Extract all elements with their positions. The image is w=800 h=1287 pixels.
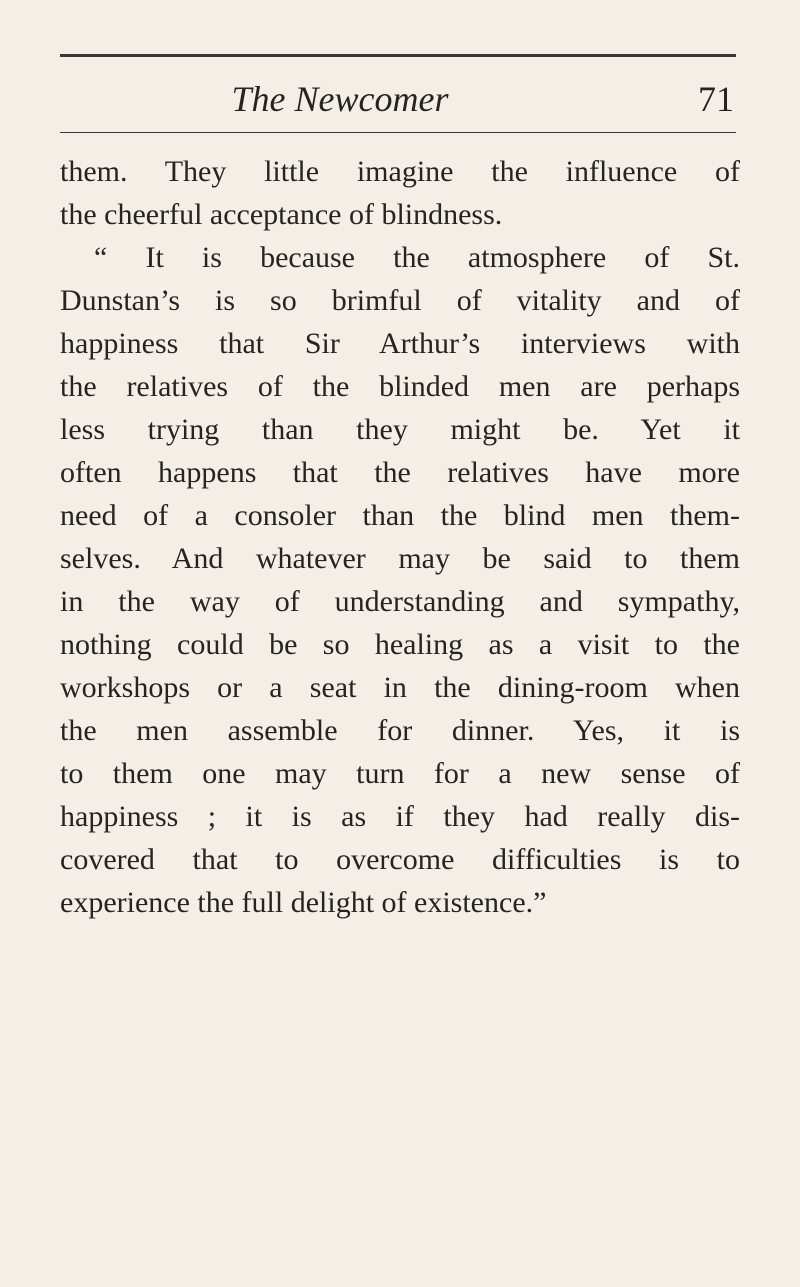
text-line: in the way of understanding and sympathy, bbox=[60, 585, 740, 618]
text-line: happiness ; it is as if they had really dis- bbox=[60, 800, 740, 833]
text-line: the men assemble for dinner. Yes, it is bbox=[60, 714, 740, 747]
text-line: covered that to overcome difficulties is to bbox=[60, 843, 740, 876]
text-line: less trying than they might be. Yet it bbox=[60, 413, 740, 446]
text-line: Dunstan’s is so brimful of vitality and of bbox=[60, 284, 740, 317]
running-title: The Newcomer bbox=[231, 79, 449, 119]
text-line: the cheerful acceptance of blindness. bbox=[60, 198, 503, 231]
text-line: the relatives of the blinded men are perhaps bbox=[60, 370, 740, 403]
body-text bbox=[60, 150, 740, 924]
top-rule bbox=[60, 54, 736, 57]
text-line: them. They little imagine the influence of bbox=[60, 155, 740, 188]
text-line: selves. And whatever may be said to them bbox=[60, 542, 740, 575]
text-line: happiness that Sir Arthur’s interviews with bbox=[60, 327, 740, 360]
text-line: “ It is because the atmosphere of St. bbox=[94, 241, 740, 274]
text-line: workshops or a seat in the dining-room when bbox=[60, 671, 740, 704]
text-line: nothing could be so healing as a visit to the bbox=[60, 628, 740, 661]
text-line: need of a consoler than the blind men them- bbox=[60, 499, 740, 532]
text-line: often happens that the relatives have more bbox=[60, 456, 740, 489]
header-rule bbox=[60, 132, 736, 133]
running-header bbox=[60, 74, 736, 124]
page-number: 71 bbox=[698, 79, 734, 119]
text-line: to them one may turn for a new sense of bbox=[60, 757, 740, 790]
text-line: experience the full delight of existence.” bbox=[60, 886, 547, 919]
